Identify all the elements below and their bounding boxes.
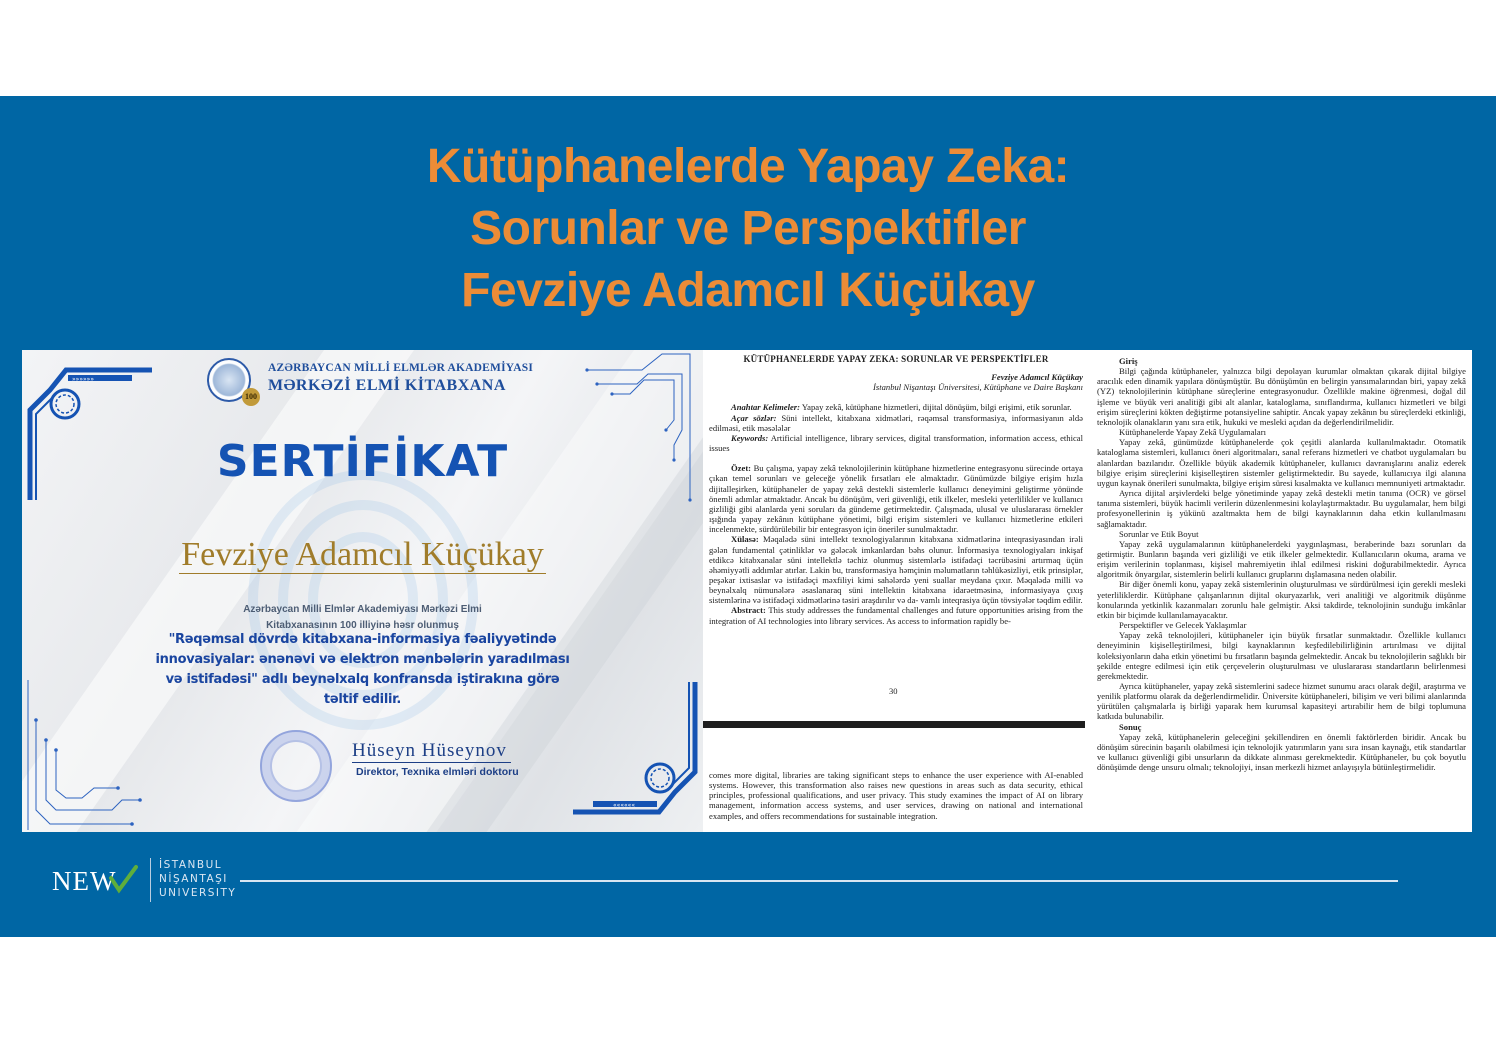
ozet: Özet: Bu çalışma, yapay zekâ teknolojilerinin kütüphane hizmetlerine entegrasyonu sürecinde ortaya çıkan temel sorunları ve geleceğe yönelik fırsatları ele almaktadır. Günümüzde bilgiye erişim hızla dijitalleşirken, kütüphaneler de yapay zekâ destekli sistemlerle kullanıcı deneyimini geliştirme yönünde önemli adımlar atmaktadır. Ancak bu dönüşüm, veri güvenliği, etik ilkeler, mesleki yeterlilikler ve kullanıcı gizliliği gibi alanlarda yeni soruları da gündeme getirmektedir. Çalışmada, ulusal ve uluslararası örnekler ışığında yapay zekânın kütüphane yönetimi, bilgi erişim sistemleri ve kullanıcı hizmetlerine etkileri incelenmekte, sürdürülebilir bir entegrasyon için öneriler sunulmaktadır. bbox=[709, 463, 1083, 535]
keywords-tr: Anahtar Kelimeler: Yapay zekâ, kütüphane hizmetleri, dijital dönüşüm, bilgi erişimi, etik sorunlar. bbox=[731, 402, 1072, 413]
page-break-bar bbox=[703, 721, 1085, 728]
logo-wordmark: NEW bbox=[52, 866, 117, 896]
paper-left-column bbox=[709, 354, 1083, 626]
section-perspektif-p2: Ayrıca kütüphaneler, yapay zekâ sistemlerini sadece hizmet sunumu aracı olarak değil, araştırma ve yenilik platformu olarak da değerlendirmelidir. Üniversite kütüphaneleri, bilişim ve veri bilimi alanlarında yürütülen çalışmalarla iş birliği yaparak hem kurumsal kapasiteyi artırabilir hem de bilgi toplumuna katkıda bulunabilir. bbox=[1097, 681, 1466, 722]
keywords-en: Keywords: Artificial intelligence, library services, digital transformation, information access, ethical issues bbox=[709, 432, 1083, 454]
title-line-1: Kütüphanelerde Yapay Zeka: bbox=[426, 140, 1070, 193]
certificate-body: "Rəqəmsal dövrdə kitabxana-informasiya fəaliyyətində innovasiyalar: ənənəvi və elektron mənbələrin yaradılması və istifadəsi" adlı beynəlxalq konfransda iştirakına görə təltif edilir. bbox=[155, 632, 570, 707]
official-stamp bbox=[260, 730, 332, 802]
anniversary-badge: 100 bbox=[242, 388, 260, 406]
section-sonuc: Yapay zekâ, kütüphanelerin geleceğini şekillendiren en önemli faktörlerden biridir. Ancak bu dönüşüm sürecinin başarılı olabilmesi için teknolojik yatırımların yanı sıra insan kaynağı, etik standartlar ve kullanıcı güvenliği gibi unsurların da dikkate alınması gerekmektedir. Kütüphaneler, bu çok boyutlu dönüşümde denge unsuru olmalı; teknolojiyi, insan merkezli hizmet anlayışıyla bütünleştirmelidir. bbox=[1097, 731, 1466, 773]
section-perspektif-p1: Yapay zekâ teknolojileri, kütüphaneler için büyük fırsatlar sunmaktadır. Özellikle kullanıcı deneyiminin kişiselleştirilmesi, bilgi kaynaklarının keşfedilebilirliğinin artırılması ve dijital koleksiyonların daha etkin yönetimi bu fırsatların başında gelmektedir. Ancak bu teknolojilerin sağlıklı bir şekilde entegre edilmesi için etik çerçevelerin oluşturulması ve uluslararası standartların belirlenmesi gerekmektedir. bbox=[1097, 630, 1466, 681]
signer-name: Hüseyn Hüseynov bbox=[352, 740, 511, 763]
logo-divider bbox=[150, 858, 151, 902]
org-name-line-1: AZƏRBAYCAN MİLLİ ELMLƏR AKADEMİYASI bbox=[268, 362, 534, 374]
title-line-2: Sorunlar ve Perspektifler bbox=[470, 202, 1026, 255]
xulase: Xülasə: Məqalədə süni intellekt texnologiyalarının kitabxana xidmətlərinə inteqrasiyasından irəli gələn fundamental çətinliklər və gələcək imkanlardan bəhs olunur. İnformasiya texnologiyaları inkişaf etdikcə kitabxanalar süni intellektlə təchiz olunmuş sistemlərlə istifadəçi təcrübəsini artırmaq üçün əhəmiyyətli addımlar atırlar. Lakin bu, transformasiya həmçinin məlumatların təhlükəsizliyi, etik prinsiplər, peşəkar ixtisaslar və istifadəçi məxfiliyi kimi sahələrdə yeni suallar meydana çıxır. Məqalədə milli və beynəlxalq nümunələrə əsaslanaraq süni intellektin kitabxana idarəetməsinə, informasiyaya çıxış sistemlərinə və istifadəçi xidmətlərinə təsiri araşdırılır və da- vamlı inteqrasiya üçün tövsiyələr təqdim edilir. bbox=[709, 534, 1083, 606]
paper-page-image bbox=[703, 350, 1472, 832]
section-giris: Bilgi çağında kütüphaneler, yalnızca bilgi depolayan kurumlar olmaktan çıkarak dijital bilgiye aracılık eden dinamik yapılara dönüşmüştür. Bu dönüşümün en belirgin yansımalarından biri, yapay zekâ (YZ) teknolojilerinin kütüphane süreçlerine entegrasyonudur. Özellikle makine öğrenmesi, doğal dil işleme ve büyük veri analitiği gibi alt alanlar, kataloglama, sınıflandırma, kullanıcı hizmetleri ve bilgi erişim süreçlerini kökten değiştirme potansiyeline sahiptir. Ancak yapay zekânın bu süreçlerdeki etkinliği, teknolojik olanakların yanı sıra etik, hukuki ve mesleki açıdan da değerlendirilmelidir. bbox=[1097, 366, 1466, 427]
keywords-az: Açar sözlər: Süni intellekt, kitabxana xidmətləri, rəqəmsal transformasiya, informasiyanın əldə edilməsi, etik məsələlər bbox=[709, 412, 1083, 433]
certificate-heading: SERTİFİKAT bbox=[216, 436, 509, 487]
checkmark-icon bbox=[108, 864, 138, 894]
section-etik-p2: Bir diğer önemli konu, yapay zekâ sistemlerinin oluşturulması ve sürdürülmesi için gerekli mesleki yeterliliklerdir. Kütüphane çalışanlarının dijital okuryazarlık, veri analitiği ve algoritmik düşünme konularında yetkinlik kazanmaları zorunlu hale gelmiştir. Aksi takdirde, teknolojinin sunduğu imkânlar etkin bir biçimde kullanılamayacaktır. bbox=[1097, 579, 1466, 620]
page-number: 30 bbox=[889, 686, 898, 696]
paper-affiliation: İstanbul Nişantaşı Üniversitesi, Kütüphane ve Daire Başkanı bbox=[873, 382, 1083, 393]
paper-author: Fevziye Adamcıl Küçükay bbox=[991, 372, 1083, 383]
logo-text: İSTANBUL NİŞANTAŞI UNIVERSITY bbox=[159, 859, 237, 899]
org-name-line-2: MƏRKƏZİ ELMİ KİTABXANA bbox=[268, 377, 506, 394]
paper-left-column-continued bbox=[709, 770, 1083, 821]
certificate-subtitle: Azərbaycan Milli Elmlər Akademiyası Mərkəzi Elmi Kitabxanasının 100 illiyinə həsr olunmuş bbox=[243, 604, 482, 631]
certificate-image bbox=[22, 350, 703, 832]
abstract-part-2: comes more digital, libraries are taking significant steps to enhance the user experience with AI-enabled systems. However, this transformation also raises new questions in areas such as data security, ethical principles, professional qualifications, and user privacy. This study examines the impact of AI on library management, information access systems, and user services, drawing on national and international examples, and offers recommendations for sustainable integration. bbox=[709, 770, 1083, 821]
section-uygulamalar-p1: Yapay zekâ, günümüzde kütüphanelerde çok çeşitli alanlarda kullanılmaktadır. Otomatik kataloglama sistemleri, kullanıcı öneri algoritmaları, sanal referans hizmetleri ve chatbot uygulamaları bu alanlardan bazılarıdır. Özellikle büyük akademik kütüphaneler, kullanıcı davranışlarını analiz ederek bilgiye erişim süreçlerini kişiselleştiren sistemler geliştirmektedir. Bu sayede, kullanıcıya ilgi alanına uygun kaynak önerileri sunulmakta, bilgiye erişim süresi kısalmakta ve kullanıcı memnuniyeti artmaktadır. bbox=[1097, 437, 1466, 488]
svg-text:»»»»»»: »»»»»» bbox=[72, 376, 95, 383]
slide-title bbox=[0, 136, 1496, 322]
section-uygulamalar-p2: Ayrıca dijital arşivlerdeki belge yönetiminde yapay zekâ destekli metin tanıma (OCR) ve görsel tanıma sistemleri, büyük hacimli verilerin düzenlenmesini kolaylaştırmaktadır. Bu uygulamalar, hem bilgi profesyonellerinin iş yükünü azaltmakta hem de bilgi kaynaklarının daha etkin kullanılmasını sağlamaktadır. bbox=[1097, 488, 1466, 529]
paper-right-column bbox=[1097, 356, 1466, 772]
section-uygulamalar-heading: Kütüphanelerde Yapay Zekâ Uygulamaları bbox=[1119, 427, 1266, 438]
footer-rule bbox=[240, 880, 1398, 882]
section-perspektif-heading: Perspektifler ve Gelecek Yaklaşımlar bbox=[1119, 620, 1247, 631]
section-sonuc-heading: Sonuç bbox=[1119, 721, 1142, 732]
abstract-part-1: Abstract: This study addresses the fundamental challenges and future opportunities arising from the integration of AI technologies into library services. As access to information rapidly be- bbox=[709, 605, 1083, 626]
paper-title: KÜTÜPHANELERDE YAPAY ZEKA: SORUNLAR VE PERSPEKTİFLER bbox=[743, 354, 1049, 364]
svg-text:««««««: «««««« bbox=[613, 802, 636, 809]
title-line-3: Fevziye Adamcıl Küçükay bbox=[461, 264, 1035, 317]
section-etik-p1: Yapay zekâ uygulamalarının kütüphanelerdeki yaygınlaşması, beraberinde bazı sorunları da getirmiştir. Bunların başında veri gizliliği ve etik ilkeler gelmektedir. Kullanıcıların okuma, arama ve erişim verilerinin toplanması, kişisel mahremiyetin ihlal edilmesi riskini doğurabilmektedir. Ayrıca algoritmik önyargılar, sistemlerin belirli kullanıcı gruplarını dışlamasına neden olabilir. bbox=[1097, 538, 1466, 580]
signer-role: Direktor, Texnika elmləri doktoru bbox=[356, 766, 519, 778]
section-etik-heading: Sorunlar ve Etik Boyut bbox=[1119, 528, 1199, 539]
recipient-name: Fevziye Adamcıl Küçükay bbox=[181, 536, 544, 573]
section-giris-heading: Giriş bbox=[1119, 356, 1138, 366]
